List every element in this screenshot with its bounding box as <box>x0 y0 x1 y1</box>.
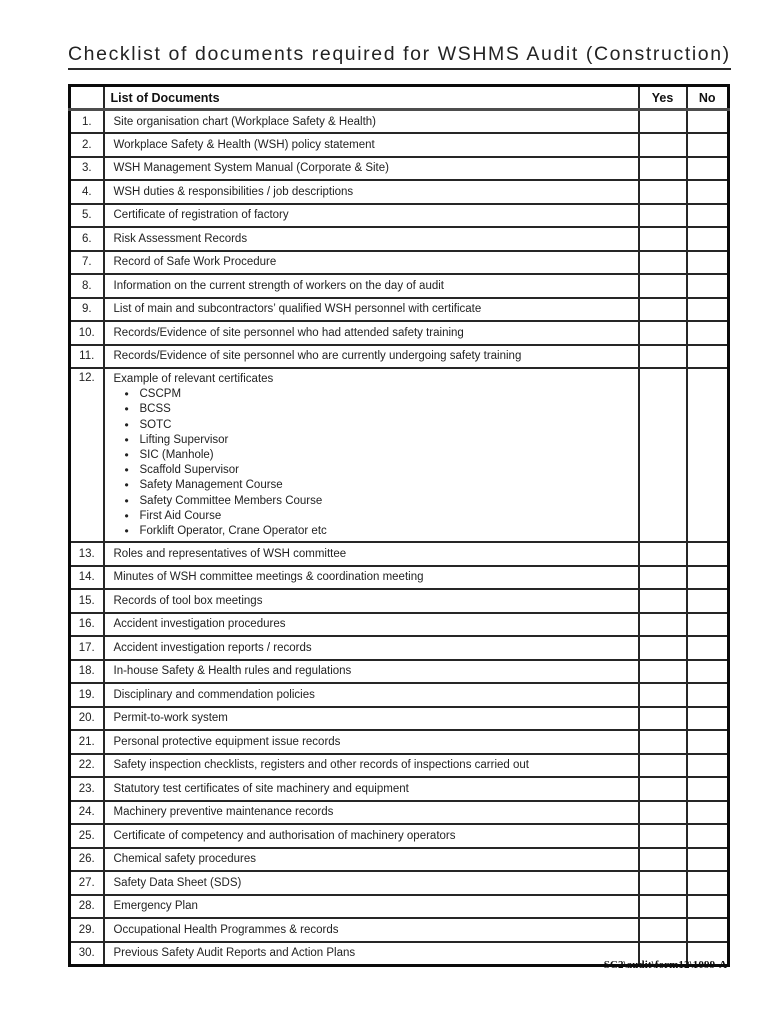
no-cell <box>687 683 729 707</box>
row-document: Statutory test certificates of site machinery and equipment <box>104 777 639 801</box>
row-document <box>104 368 639 542</box>
table-row <box>70 110 729 134</box>
row-document: Site organisation chart (Workplace Safety & Health) <box>104 110 639 134</box>
table-row <box>70 801 729 825</box>
yes-cell <box>639 298 687 322</box>
no-cell <box>687 133 729 157</box>
no-cell <box>687 730 729 754</box>
row-document: Records/Evidence of site personnel who are currently undergoing safety training <box>104 345 639 369</box>
row-document: Chemical safety procedures <box>104 848 639 872</box>
no-cell <box>687 871 729 895</box>
no-cell <box>687 895 729 919</box>
no-cell <box>687 824 729 848</box>
bullet-item: • Safety Management Course <box>114 478 632 493</box>
table-row <box>70 824 729 848</box>
table-row <box>70 274 729 298</box>
no-cell <box>687 298 729 322</box>
header-row <box>70 86 729 110</box>
table-row <box>70 895 729 919</box>
yes-cell <box>639 683 687 707</box>
yes-cell <box>639 801 687 825</box>
row-document: Emergency Plan <box>104 895 639 919</box>
no-cell <box>687 707 729 731</box>
bullet-item: • First Aid Course <box>114 509 632 524</box>
row-number: 13. <box>70 542 104 566</box>
yes-cell <box>639 110 687 134</box>
no-cell <box>687 180 729 204</box>
table-row <box>70 613 729 637</box>
no-cell <box>687 801 729 825</box>
row-document: Certificate of registration of factory <box>104 204 639 228</box>
yes-cell <box>639 895 687 919</box>
row-number: 19. <box>70 683 104 707</box>
form-reference: SC2\audit\form12\1099-A <box>603 959 727 971</box>
row-number: 27. <box>70 871 104 895</box>
table-row <box>70 180 729 204</box>
table-row <box>70 542 729 566</box>
yes-cell <box>639 589 687 613</box>
row-number: 26. <box>70 848 104 872</box>
no-cell <box>687 157 729 181</box>
row-number: 30. <box>70 942 104 966</box>
yes-cell <box>639 871 687 895</box>
table-row <box>70 345 729 369</box>
row-number: 25. <box>70 824 104 848</box>
no-cell <box>687 110 729 134</box>
row-document: Safety Data Sheet (SDS) <box>104 871 639 895</box>
row-document: Machinery preventive maintenance records <box>104 801 639 825</box>
header-no: No <box>687 86 729 110</box>
no-cell <box>687 777 729 801</box>
header-yes: Yes <box>639 86 687 110</box>
yes-cell <box>639 660 687 684</box>
table-row <box>70 566 729 590</box>
row-number: 18. <box>70 660 104 684</box>
row-number: 24. <box>70 801 104 825</box>
table-row <box>70 589 729 613</box>
table-row <box>70 730 729 754</box>
row-number: 5. <box>70 204 104 228</box>
table-row <box>70 871 729 895</box>
no-cell <box>687 613 729 637</box>
row-document: Minutes of WSH committee meetings & coordination meeting <box>104 566 639 590</box>
no-cell <box>687 660 729 684</box>
row-number: 28. <box>70 895 104 919</box>
table-row <box>70 133 729 157</box>
row-document: Accident investigation procedures <box>104 613 639 637</box>
yes-cell <box>639 542 687 566</box>
row-document: WSH duties & responsibilities / job descriptions <box>104 180 639 204</box>
row-document: Permit-to-work system <box>104 707 639 731</box>
row-document: Information on the current strength of workers on the day of audit <box>104 274 639 298</box>
yes-cell <box>639 180 687 204</box>
row-document: Disciplinary and commendation policies <box>104 683 639 707</box>
row-number: 29. <box>70 918 104 942</box>
no-cell <box>687 848 729 872</box>
table-row <box>70 918 729 942</box>
row-document: Previous Safety Audit Reports and Action Plans <box>104 942 639 966</box>
yes-cell <box>639 848 687 872</box>
row-number: 16. <box>70 613 104 637</box>
yes-cell <box>639 133 687 157</box>
row-document: Records of tool box meetings <box>104 589 639 613</box>
no-cell <box>687 918 729 942</box>
table-row <box>70 777 729 801</box>
yes-cell <box>639 368 687 542</box>
header-documents: List of Documents <box>104 86 639 110</box>
row-number: 7. <box>70 251 104 275</box>
bullet-item: • BCSS <box>114 402 632 417</box>
row-document: List of main and subcontractors’ qualified WSH personnel with certificate <box>104 298 639 322</box>
yes-cell <box>639 345 687 369</box>
bullet-item: • SOTC <box>114 418 632 433</box>
no-cell <box>687 345 729 369</box>
row-document: Personal protective equipment issue records <box>104 730 639 754</box>
row-number: 1. <box>70 110 104 134</box>
yes-cell <box>639 566 687 590</box>
no-cell <box>687 227 729 251</box>
row-number: 6. <box>70 227 104 251</box>
row-number: 21. <box>70 730 104 754</box>
bullet-item: • Lifting Supervisor <box>114 433 632 448</box>
row-document: Records/Evidence of site personnel who had attended safety training <box>104 321 639 345</box>
table-row <box>70 298 729 322</box>
table-row <box>70 251 729 275</box>
certificate-bullet-list <box>114 387 632 539</box>
doc-table-body <box>70 110 729 966</box>
page-title: Checklist of documents required for WSHMS Audit (Construction) <box>68 43 731 70</box>
yes-cell <box>639 251 687 275</box>
no-cell <box>687 566 729 590</box>
table-row <box>70 636 729 660</box>
row-document: Roles and representatives of WSH committee <box>104 542 639 566</box>
bullet-item: • Scaffold Supervisor <box>114 463 632 478</box>
row-number: 23. <box>70 777 104 801</box>
table-row <box>70 848 729 872</box>
row-document: Certificate of competency and authorisation of machinery operators <box>104 824 639 848</box>
table-row <box>70 321 729 345</box>
no-cell <box>687 204 729 228</box>
row-number: 14. <box>70 566 104 590</box>
no-cell <box>687 542 729 566</box>
yes-cell <box>639 204 687 228</box>
row-number: 3. <box>70 157 104 181</box>
row-number: 11. <box>70 345 104 369</box>
row-number: 8. <box>70 274 104 298</box>
yes-cell <box>639 321 687 345</box>
table-row <box>70 368 729 542</box>
bullet-item: • SIC (Manhole) <box>114 448 632 463</box>
table-row <box>70 204 729 228</box>
bullet-item: • Safety Committee Members Course <box>114 494 632 509</box>
yes-cell <box>639 157 687 181</box>
row-number: 2. <box>70 133 104 157</box>
row-document: WSH Management System Manual (Corporate & Site) <box>104 157 639 181</box>
row-number: 12. <box>70 368 104 542</box>
row-number: 22. <box>70 754 104 778</box>
yes-cell <box>639 636 687 660</box>
row-number: 15. <box>70 589 104 613</box>
no-cell <box>687 754 729 778</box>
table-row <box>70 707 729 731</box>
checklist-table <box>68 84 730 967</box>
table-row <box>70 157 729 181</box>
row-document: Accident investigation reports / records <box>104 636 639 660</box>
yes-cell <box>639 730 687 754</box>
yes-cell <box>639 227 687 251</box>
row-number: 17. <box>70 636 104 660</box>
no-cell <box>687 636 729 660</box>
yes-cell <box>639 754 687 778</box>
row-number: 9. <box>70 298 104 322</box>
table-row <box>70 683 729 707</box>
row-document-text: Example of relevant certificates <box>113 373 274 385</box>
yes-cell <box>639 707 687 731</box>
row-number: 20. <box>70 707 104 731</box>
yes-cell <box>639 918 687 942</box>
yes-cell <box>639 274 687 298</box>
table-row <box>70 754 729 778</box>
no-cell <box>687 589 729 613</box>
no-cell <box>687 274 729 298</box>
row-document: Safety inspection checklists, registers and other records of inspections carried out <box>104 754 639 778</box>
header-number <box>70 86 104 110</box>
row-number: 10. <box>70 321 104 345</box>
yes-cell <box>639 613 687 637</box>
no-cell <box>687 368 729 542</box>
yes-cell <box>639 777 687 801</box>
yes-cell <box>639 824 687 848</box>
row-number: 4. <box>70 180 104 204</box>
row-document: In-house Safety & Health rules and regulations <box>104 660 639 684</box>
no-cell <box>687 251 729 275</box>
table-row <box>70 227 729 251</box>
row-document: Risk Assessment Records <box>104 227 639 251</box>
table-row <box>70 660 729 684</box>
row-document: Occupational Health Programmes & records <box>104 918 639 942</box>
row-document: Record of Safe Work Procedure <box>104 251 639 275</box>
row-document: Workplace Safety & Health (WSH) policy statement <box>104 133 639 157</box>
bullet-item: • Forklift Operator, Crane Operator etc <box>114 524 632 539</box>
no-cell <box>687 321 729 345</box>
bullet-item: • CSCPM <box>114 387 632 402</box>
